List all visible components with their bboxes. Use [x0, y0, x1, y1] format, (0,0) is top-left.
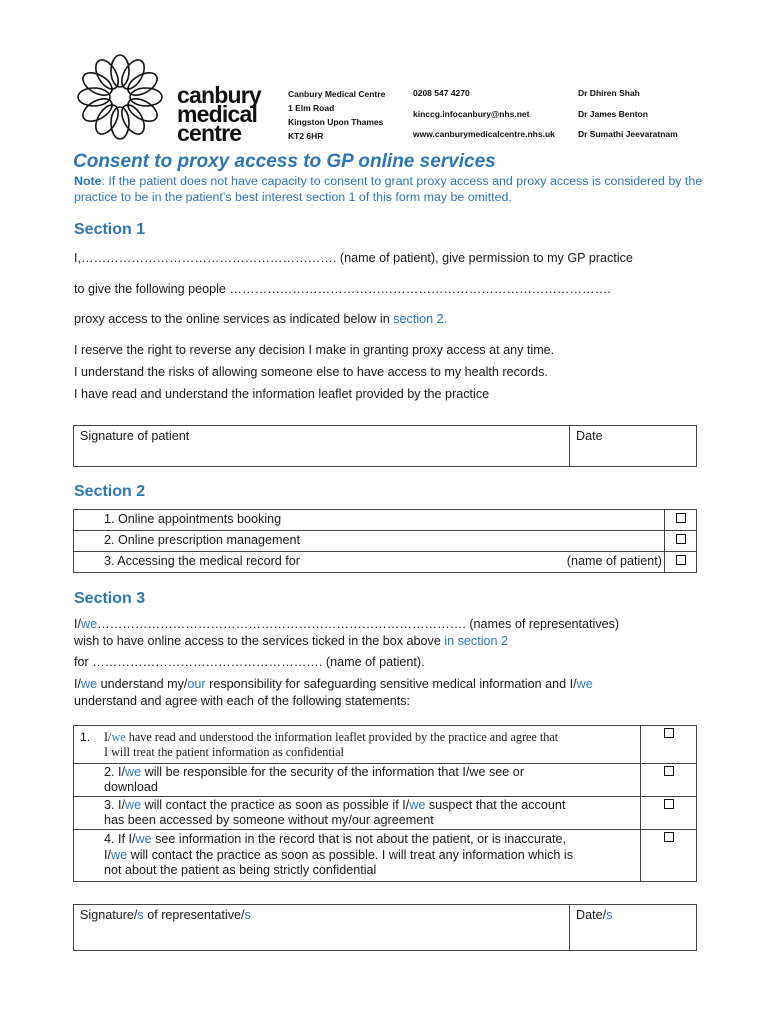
statement-checkbox-cell[interactable] — [641, 726, 697, 764]
text-part: download — [104, 780, 158, 794]
note-paragraph — [74, 173, 714, 205]
address-line: Canbury Medical Centre — [288, 89, 386, 99]
text-part: have read and understood the information leaflet provided by the practice and agree that — [125, 730, 559, 744]
text-part: suspect that the account — [425, 798, 566, 812]
statement-checkbox[interactable] — [664, 728, 674, 738]
practice-address — [288, 87, 385, 143]
statement-item — [74, 726, 641, 764]
logo-line: medical — [177, 101, 258, 127]
section3-line: for ………………………………………………. (name of patient). — [74, 655, 425, 669]
text-part: will contact the practice as soon as possible. I will treat any information which is — [127, 847, 573, 862]
statement-checkbox[interactable] — [664, 799, 674, 809]
note-text: : If the patient does not have capacity to consent to grant proxy access and proxy access is considered by the practice to be in the patient’s best interest section 1 of this form may be omitted. — [74, 174, 703, 204]
service-checkbox[interactable] — [676, 555, 686, 565]
consent-statement: I have read and understand the information leaflet provided by the practice — [74, 387, 490, 401]
section2-reference: in section 2 — [444, 634, 509, 648]
consent-statement: I reserve the right to reverse any decision I make in granting proxy access at any time. — [74, 343, 555, 357]
text-part: of representative/ — [143, 908, 245, 922]
text-part: will contact the practice as soon as possible if I/ — [141, 798, 410, 812]
text-part: we — [81, 617, 98, 631]
text-part: ……………………………………………………………………………. (names of representatives) — [97, 617, 620, 631]
website-link: www.canburymedicalcentre.nhs.uk — [413, 129, 555, 139]
statement-item — [74, 830, 641, 882]
text-part: I/ — [74, 677, 81, 691]
text-part: I will treat the patient information as confidential — [104, 745, 344, 759]
note-label: Note — [74, 174, 102, 188]
service-checkbox-cell[interactable] — [665, 510, 697, 531]
text-part: s — [606, 908, 613, 922]
section2-heading: Section 2 — [74, 483, 146, 500]
representative-date-field[interactable] — [570, 905, 697, 951]
section1-heading: Section 1 — [74, 221, 146, 238]
text-part: we — [111, 847, 128, 862]
statement-checkbox[interactable] — [664, 832, 674, 842]
statement-checkbox-cell[interactable] — [641, 830, 697, 882]
services-table — [73, 509, 697, 573]
text-part: responsibility for safeguarding sensitive medical information and I/ — [205, 677, 577, 691]
phone-number: 0208 547 4270 — [413, 88, 470, 98]
text-part: has been accessed by someone without my/our agreement — [104, 813, 434, 827]
text-part: I/ — [104, 730, 112, 744]
statement-checkbox-cell[interactable] — [641, 764, 697, 797]
text-part: our — [187, 677, 206, 691]
patient-date-field[interactable] — [570, 426, 697, 467]
representative-signature-table — [73, 904, 697, 951]
text-part: Date/ — [576, 908, 607, 922]
text-part: will be responsible for the security of the information that I/we see or — [141, 765, 525, 779]
service-label: 2. Online prescription management — [104, 533, 301, 547]
statement-item — [74, 797, 641, 830]
email-address: kinccg.infocanbury@nhs.net — [413, 109, 530, 119]
text-part: understand my/ — [97, 677, 188, 691]
logo-line: centre — [177, 120, 242, 146]
address-line: KT2 6HR — [288, 131, 324, 141]
section1-line: to give the following people ………………………………………………………………………………. — [74, 282, 611, 296]
address-line: 1 Elm Road — [288, 103, 335, 113]
text-part: we — [81, 677, 98, 691]
text-part: Signature/ — [80, 908, 138, 922]
service-item — [74, 531, 665, 552]
section1-line: I,……………………………………………………. (name of patient), give permission to my GP practice — [74, 251, 633, 265]
text-part: we — [125, 798, 142, 812]
text-part: s — [244, 908, 251, 922]
section1-line3-text: proxy access to the online services as indicated below in — [74, 312, 394, 326]
logo — [74, 52, 274, 146]
section3-line — [74, 677, 593, 691]
section2-reference: section 2. — [393, 312, 448, 326]
representative-signature-field[interactable] — [74, 905, 570, 951]
doctor-name: Dr James Benton — [578, 109, 648, 119]
text-part: not about the patient as being strictly confidential — [104, 863, 377, 877]
service-suffix: (name of patient) — [566, 554, 662, 568]
text-part: 3. I/ — [104, 798, 125, 812]
address-line: Kingston Upon Thames — [288, 117, 384, 127]
doctor-name: Dr Dhiren Shah — [578, 88, 640, 98]
service-checkbox[interactable] — [676, 534, 686, 544]
section3-line: understand and agree with each of the following statements: — [74, 694, 411, 708]
text-part: we — [576, 677, 593, 691]
statement-item — [74, 764, 641, 797]
consent-statement: I understand the risks of allowing someone else to have access to my health records. — [74, 365, 548, 379]
text-part: 2. I/ — [104, 765, 125, 779]
text-part: we — [111, 730, 126, 744]
patient-date-label: Date — [576, 429, 603, 443]
service-label: 3. Accessing the medical record for — [104, 554, 300, 568]
statement-number: 1. — [80, 730, 91, 744]
statement-checkbox-cell[interactable] — [641, 797, 697, 830]
text-part: 4. If I/ — [104, 832, 136, 846]
text-part: s — [137, 908, 144, 922]
section3-line — [74, 617, 619, 631]
text-part: we — [125, 765, 142, 779]
text-part: we — [409, 798, 426, 812]
service-label: 1. Online appointments booking — [104, 512, 282, 526]
service-item — [74, 552, 665, 573]
service-checkbox[interactable] — [676, 513, 686, 523]
patient-signature-label: Signature of patient — [80, 429, 190, 443]
service-checkbox-cell[interactable] — [665, 552, 697, 573]
statement-checkbox[interactable] — [664, 766, 674, 776]
text-part: wish to have online access to the services ticked in the box above — [74, 634, 445, 648]
page-title: Consent to proxy access to GP online services — [73, 151, 496, 172]
text-part: I/ — [74, 617, 81, 631]
text-part: we — [135, 832, 152, 846]
patient-signature-field[interactable] — [74, 426, 570, 467]
service-checkbox-cell[interactable] — [665, 531, 697, 552]
doctor-name: Dr Sumathi Jeevaratnam — [578, 129, 678, 139]
representative-statements-table — [73, 725, 697, 882]
canbury-flower-logo-icon — [74, 52, 166, 142]
service-item — [74, 510, 665, 531]
section3-heading: Section 3 — [74, 590, 146, 607]
text-part: see information in the record that is not about the patient, or is inaccurate, — [151, 832, 567, 846]
text-part: I/ — [104, 847, 111, 862]
logo-line: canbury — [177, 82, 261, 108]
patient-signature-table — [73, 425, 697, 467]
section3-line — [74, 634, 508, 648]
section1-line — [74, 312, 447, 326]
